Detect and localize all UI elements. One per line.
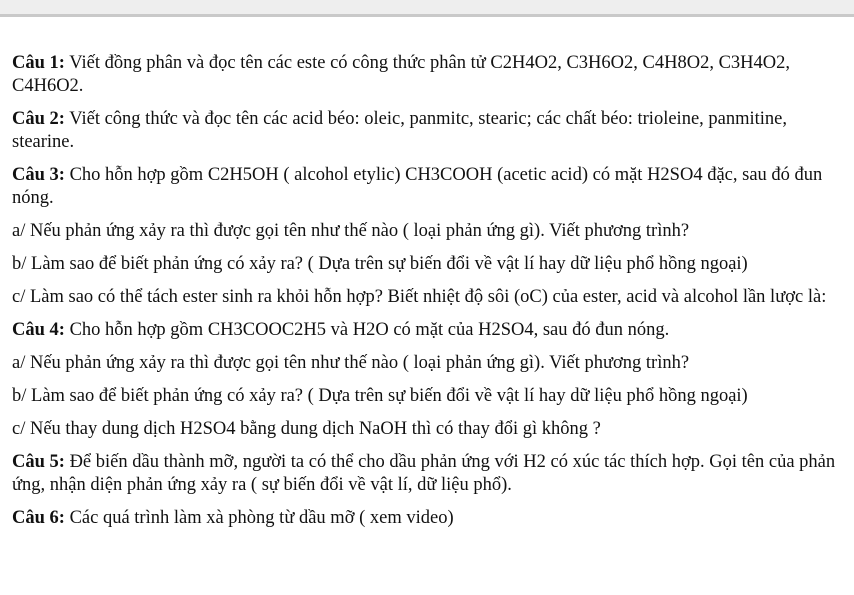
question-3-part-a [12,220,848,243]
question-3-part-c [12,286,848,309]
question-text: Cho hỗn hợp gồm C2H5OH ( alcohol etylic) CH3COOH (acetic acid) có mặt H2SO4 đặc, sau đó đun nóng. [12,165,823,208]
top-strip [0,0,854,14]
question-6 [12,507,848,530]
question-label: Câu 3: [12,165,65,185]
sub-question-text: a/ Nếu phản ứng xảy ra thì được gọi tên như thế nào ( loại phản ứng gì). Viết phương trình? [12,353,690,373]
question-3 [12,164,848,210]
document-body [12,52,848,540]
question-label: Câu 6: [12,508,65,528]
top-divider [0,14,854,17]
sub-question-text: a/ Nếu phản ứng xảy ra thì được gọi tên như thế nào ( loại phản ứng gì). Viết phương trình? [12,221,690,241]
sub-question-text: c/ Làm sao có thể tách ester sinh ra khỏi hỗn hợp? Biết nhiệt độ sôi (oC) của ester, acid và alcohol lần lược là: [12,287,827,307]
question-4 [12,319,848,342]
question-text: Các quá trình làm xà phòng từ dầu mỡ ( xem video) [64,508,454,528]
question-3-part-b [12,253,848,276]
question-4-part-c [12,418,848,441]
question-text: Viết đồng phân và đọc tên các este có công thức phân tử C2H4O2, C3H6O2, C4H8O2, C3H4O2, C4H6O2. [12,53,791,96]
sub-question-text: b/ Làm sao để biết phản ứng có xảy ra? ( Dựa trên sự biến đổi về vật lí hay dữ liệu phổ hồng ngoại) [12,254,748,274]
question-2 [12,108,848,154]
sub-question-text: c/ Nếu thay dung dịch H2SO4 bằng dung dịch NaOH thì có thay đổi gì không ? [12,419,601,439]
question-text: Để biến dầu thành mỡ, người ta có thể cho dầu phản ứng với H2 có xúc tác thích hợp. Gọi tên của phản ứng, nhận diện phản ứng xảy ra ( sự biến đổi về vật lí, dữ liệu phổ). [12,452,836,495]
question-label: Câu 4: [12,320,65,340]
question-4-part-a [12,352,848,375]
question-text: Viết công thức và đọc tên các acid béo: oleic, panmitc, stearic; các chất béo: trioleine, panmitine, stearine. [12,109,788,152]
question-label: Câu 1: [12,53,65,73]
question-1 [12,52,848,98]
question-label: Câu 5: [12,452,65,472]
question-4-part-b [12,385,848,408]
question-text: Cho hỗn hợp gồm CH3COOC2H5 và H2O có mặt của H2SO4, sau đó đun nóng. [64,320,670,340]
sub-question-text: b/ Làm sao để biết phản ứng có xảy ra? ( Dựa trên sự biến đổi về vật lí hay dữ liệu phổ hồng ngoại) [12,386,748,406]
question-label: Câu 2: [12,109,65,129]
question-5 [12,451,848,497]
